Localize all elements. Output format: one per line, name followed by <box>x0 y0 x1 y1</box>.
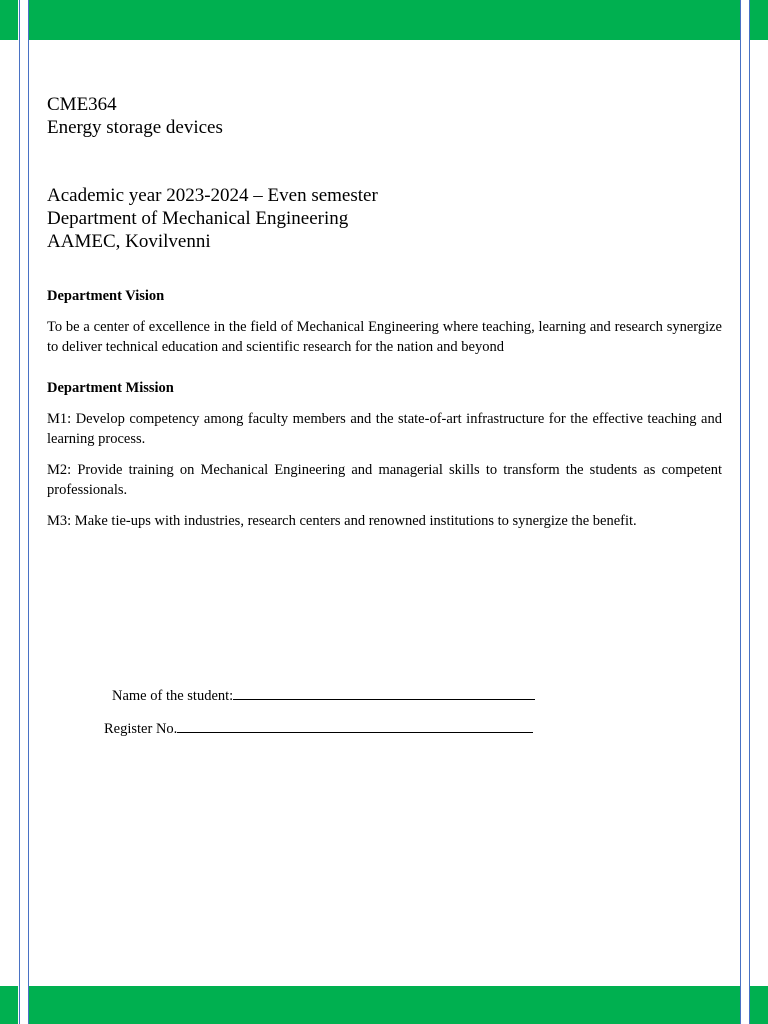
student-name-label: Name of the student: <box>112 688 234 704</box>
academic-year: Academic year 2023-2024 – Even semester <box>47 185 378 206</box>
bottom-border-band <box>0 986 768 1024</box>
register-number-line <box>104 718 533 738</box>
top-border-band <box>0 0 768 40</box>
student-name-line <box>112 685 535 705</box>
institution-name: AAMEC, Kovilvenni <box>47 231 211 252</box>
institution-block <box>47 184 722 253</box>
mission-heading: Department Mission <box>47 380 174 396</box>
left-border-inner-rule <box>28 0 29 1024</box>
vision-heading: Department Vision <box>47 288 165 304</box>
register-number-label: Register No. <box>104 721 178 737</box>
department-name: Department of Mechanical Engineering <box>47 208 349 229</box>
course-title: Energy storage devices <box>47 117 223 138</box>
register-number-blank[interactable] <box>177 718 533 733</box>
course-code: CME364 <box>47 94 117 115</box>
left-border-outer-rule <box>19 0 20 1024</box>
document-body <box>47 93 722 532</box>
right-border-outer-rule <box>749 0 750 1024</box>
mission-item-m3: M3: Make tie-ups with industries, research centers and renowned institutions to synergize the benefit. <box>47 513 637 529</box>
right-border-inner-rule <box>740 0 741 1024</box>
course-block <box>47 93 722 139</box>
vision-text: To be a center of excellence in the field of Mechanical Engineering where teaching, learning and research synergize to deliver technical education and scientific research for the nation and beyond <box>47 319 722 355</box>
student-name-blank[interactable] <box>233 685 535 700</box>
mission-item-m1: M1: Develop competency among faculty members and the state-of-art infrastructure for the effective teaching and learning process. <box>47 411 722 447</box>
mission-item-m2: M2: Provide training on Mechanical Engineering and managerial skills to transform the students as competent professionals. <box>47 462 722 498</box>
